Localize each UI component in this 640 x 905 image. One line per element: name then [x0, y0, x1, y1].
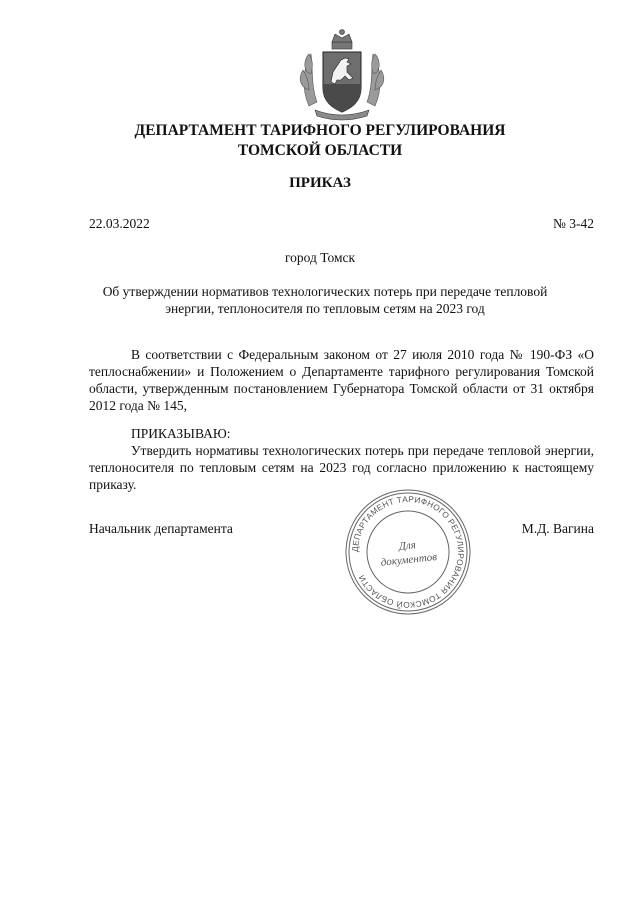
document-subject: Об утверждении нормативов технологических потерь при передаче тепловой энергии, теплоносителя по тепловым сетям на 2023 год [102, 284, 548, 316]
document-number: № 3-42 [552, 216, 594, 231]
order-paragraph: Утвердить нормативы технологических потерь при передаче тепловой энергии, теплоносителя по тепловым сетям на 2023 год согласно приложению к настоящему приказу. [89, 443, 594, 492]
preamble-paragraph: В соответствии с Федеральным законом от 27 июля 2010 года № 190-ФЗ «О теплоснабжении» и Положением о Департаменте тарифного регулирования Томской области, утвержденным постановлением Губернатора Томской области от 31 октября 2012 года № 145, [89, 347, 594, 413]
signatory-name: М.Д. Вагина [521, 521, 594, 536]
tomsk-coat-of-arms-icon [297, 28, 387, 124]
document-city: город Томск [284, 250, 356, 265]
organization-name-line2: ТОМСКОЙ ОБЛАСТИ [237, 142, 403, 159]
stamp-center-line1: Для [398, 539, 417, 553]
signatory-title: Начальник департамента [89, 521, 233, 536]
official-stamp [343, 487, 473, 617]
document-date: 22.03.2022 [89, 216, 150, 231]
document-type: ПРИКАЗ [289, 175, 351, 191]
organization-name-line1: ДЕПАРТАМЕНТ ТАРИФНОГО РЕГУЛИРОВАНИЯ [134, 122, 506, 139]
stamp-center-line2: документов [380, 551, 438, 569]
stamp-ring-text: ДЕПАРТАМЕНТ ТАРИФНОГО РЕГУЛИРОВАНИЯ ТОМСКОЙ ОБЛАСТИ [349, 493, 467, 611]
order-keyword: ПРИКАЗЫВАЮ: [131, 426, 231, 441]
